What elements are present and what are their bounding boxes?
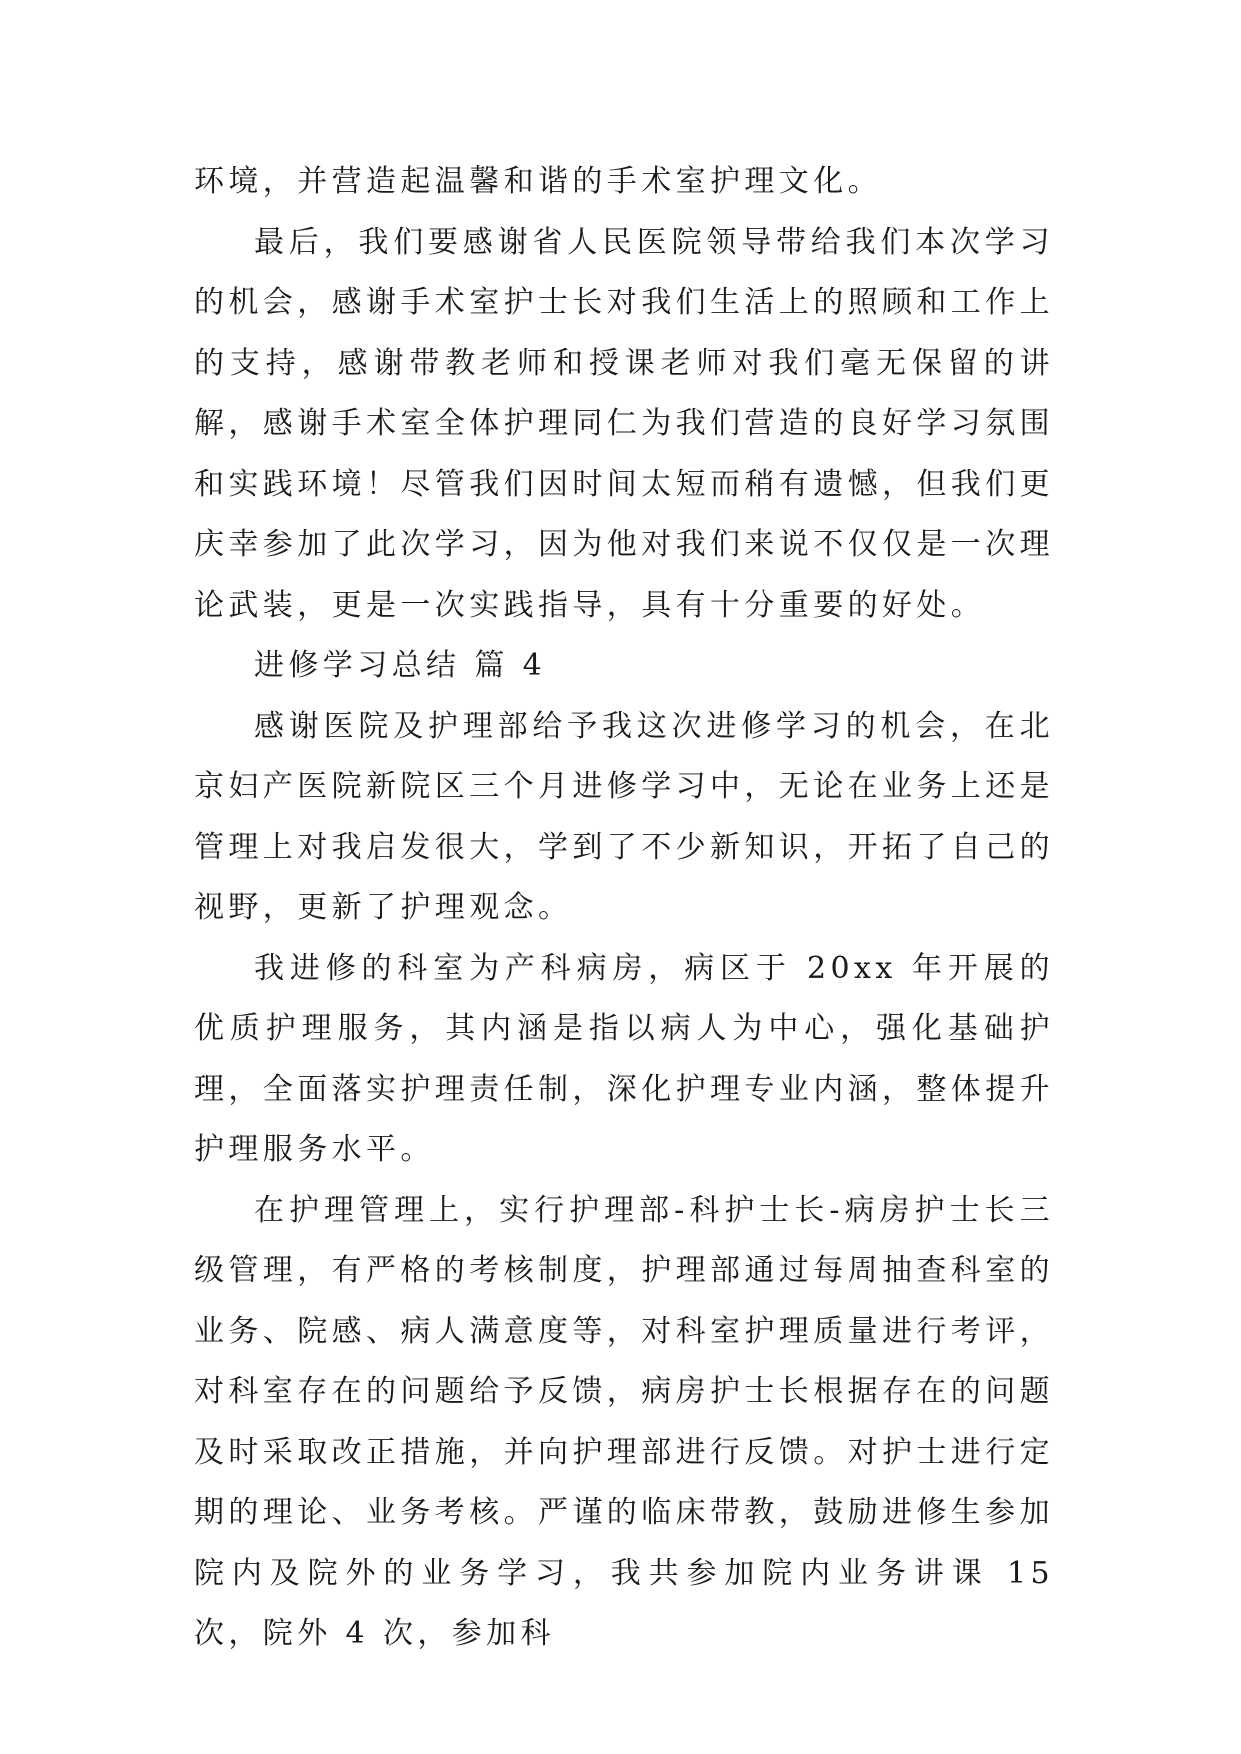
paragraph-thanks: 最后，我们要感谢省人民医院领导带给我们本次学习的机会，感谢手术室护士长对我们生活上的照顾和工作上的支持，感谢带教老师和授课老师对我们毫无保留的讲解，感谢手术室全体护理同仁为我们营造的良好学习氛围和实践环境！尽管我们因时间太短而稍有遗憾，但我们更庆幸参加了此次学习，因为他对我们来说不仅仅是一次理论武装，更是一次实践指导，具有十分重要的好处。 bbox=[194, 224, 1054, 623]
paragraph-continuation: 环境，并营造起温馨和谐的手术室护理文化。 bbox=[194, 164, 882, 199]
paragraph-intro: 感谢医院及护理部给予我这次进修学习的机会，在北京妇产医院新院区三个月进修学习中，无论在业务上还是管理上对我启发很大，学到了不少新知识，开拓了自己的视野，更新了护理观念。 bbox=[194, 708, 1054, 925]
document-body bbox=[194, 152, 1054, 1665]
paragraph-management: 在护理管理上，实行护理部-科护士长-病房护士长三级管理，有严格的考核制度，护理部通过每周抽查科室的业务、院感、病人满意度等，对科室护理质量进行考评，对科室存在的问题给予反馈，病房护士长根据存在的问题及时采取改正措施，并向护理部进行反馈。对护士进行定期的理论、业务考核。严谨的临床带教，鼓励进修生参加院内及院外的业务学习，我共参加院内业务讲课 15 次，院外 4 次，参加科 bbox=[194, 1192, 1054, 1651]
paragraph-department: 我进修的科室为产科病房，病区于 20xx 年开展的优质护理服务，其内涵是指以病人为中心，强化基础护理，全面落实护理责任制，深化护理专业内涵，整体提升护理服务水平。 bbox=[194, 950, 1054, 1167]
section-heading: 进修学习总结 篇 4 bbox=[254, 648, 547, 683]
